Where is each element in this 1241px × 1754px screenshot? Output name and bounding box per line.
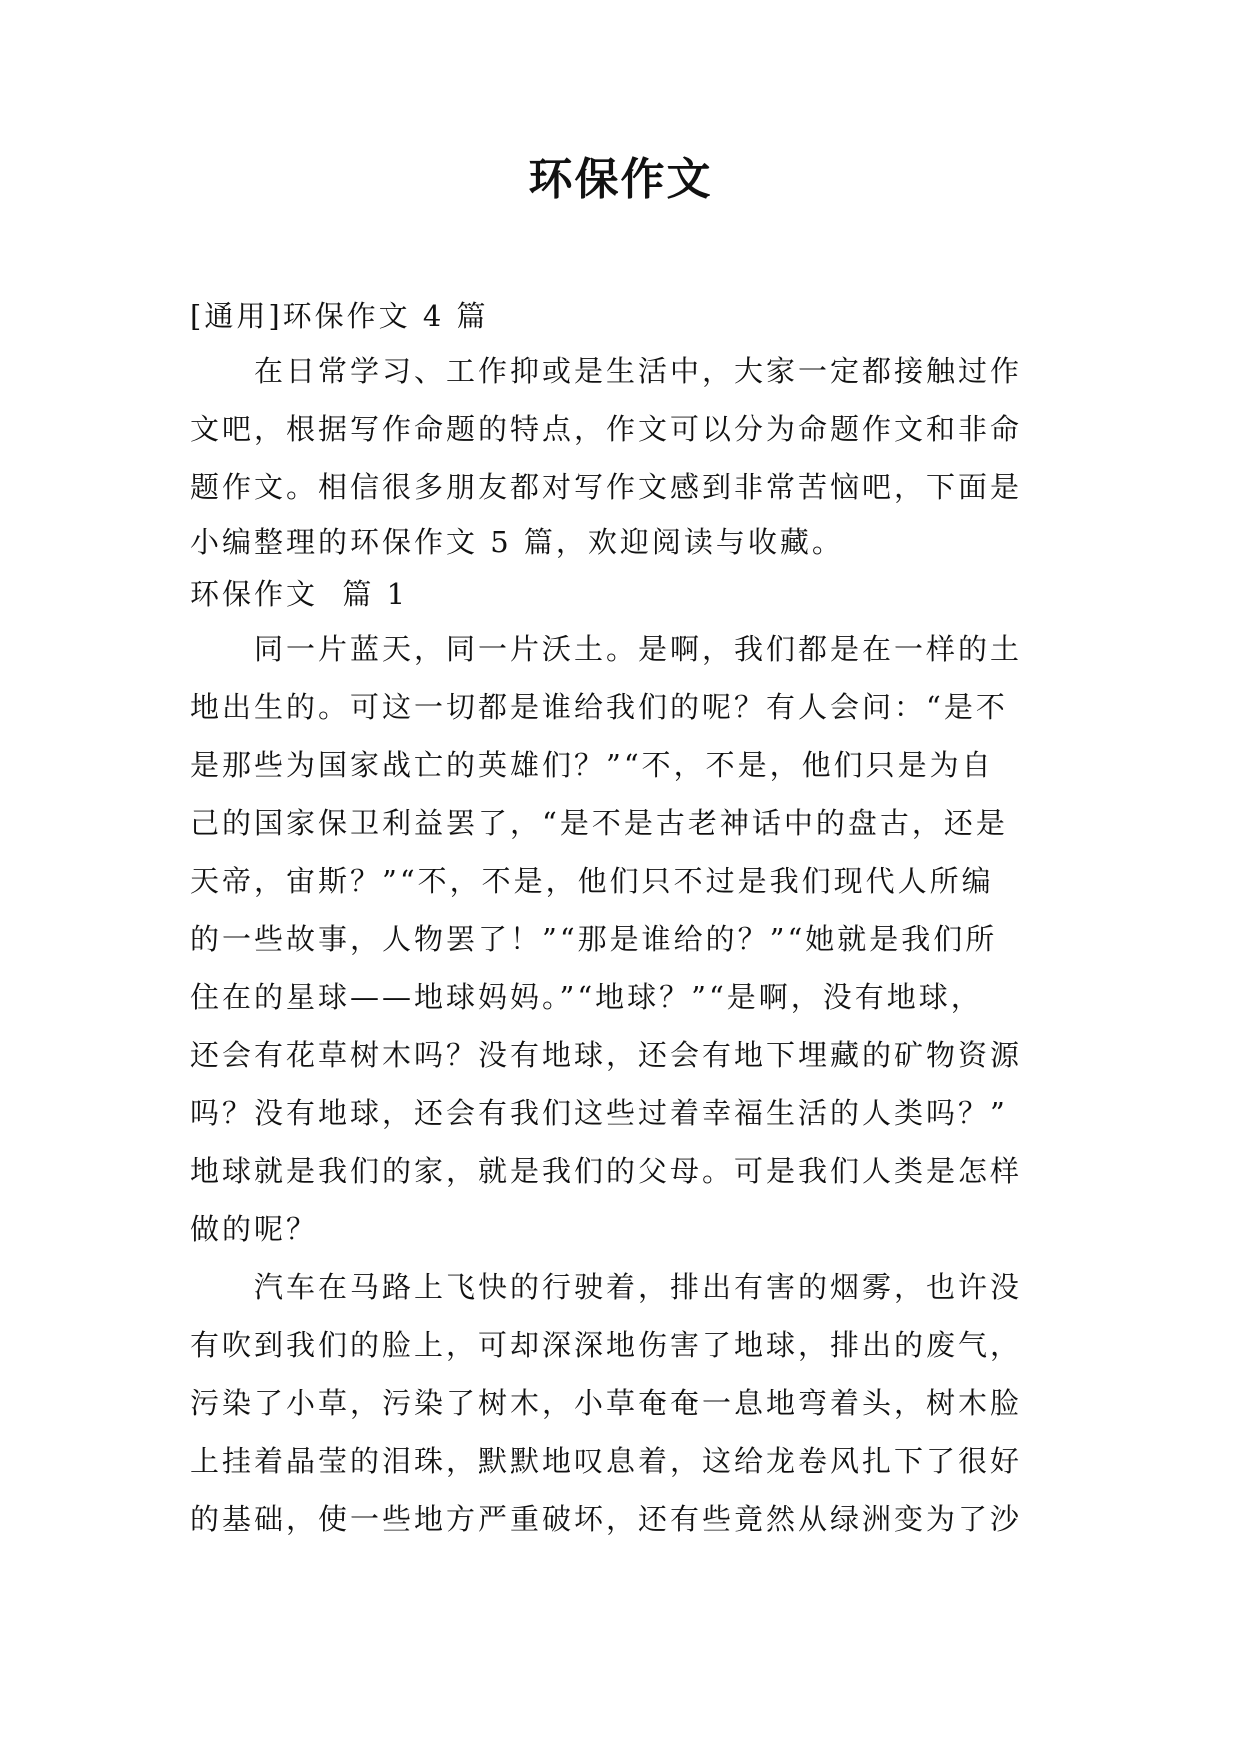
paragraph-line: 做的呢？ <box>190 1212 319 1246</box>
paragraph-line: 住在的星球——地球妈妈。”“地球？”“是啊，没有地球， <box>190 980 983 1014</box>
paragraph-line: 的基础，使一些地方严重破坏，还有些竟然从绿洲变为了沙 <box>190 1502 1023 1536</box>
subtitle-line: [通用]环保作文 4 篇 <box>190 299 489 333</box>
paragraph-line: 有吹到我们的脸上，可却深深地伤害了地球，排出的废气， <box>190 1328 1023 1362</box>
paragraph-line: 还会有花草树木吗？没有地球，还会有地下埋藏的矿物资源 <box>190 1038 1023 1072</box>
paragraph-line: 己的国家保卫利益罢了，“是不是古老神话中的盘古，还是 <box>190 806 1008 840</box>
paragraph-line: 的一些故事，人物罢了！”“那是谁给的？”“她就是我们所 <box>190 922 998 956</box>
paragraph-line: 天帝，宙斯？”“不，不是，他们只不过是我们现代人所编 <box>190 864 994 898</box>
paragraph-line: 地球就是我们的家，就是我们的父母。可是我们人类是怎样 <box>190 1154 1023 1188</box>
paragraph-2 <box>190 1258 1050 1548</box>
intro-line: 题作文。相信很多朋友都对写作文感到非常苦恼吧，下面是 <box>190 470 1023 504</box>
intro-line: 文吧，根据写作命题的特点，作文可以分为命题作文和非命 <box>190 412 1023 446</box>
document-title: 环保作文 <box>528 154 713 205</box>
intro-line: 小编整理的环保作文 5 篇，欢迎阅读与收藏。 <box>190 525 844 559</box>
paragraph-line: 地出生的。可这一切都是谁给我们的呢？有人会问：“是不 <box>190 690 1008 724</box>
paragraph-line: 是那些为国家战亡的英雄们？”“不，不是，他们只是为自 <box>190 748 994 782</box>
paragraph-1 <box>190 620 1050 1258</box>
intro-paragraph <box>190 342 1050 568</box>
paragraph-line: 污染了小草，污染了树木，小草奄奄一息地弯着头，树木脸 <box>190 1386 1023 1420</box>
paragraph-line: 同一片蓝天，同一片沃土。是啊，我们都是在一样的土 <box>190 632 1023 666</box>
document-body <box>190 290 1050 1548</box>
paragraph-line: 上挂着晶莹的泪珠，默默地叹息着，这给龙卷风扎下了很好 <box>190 1444 1023 1478</box>
paragraph-line: 吗？没有地球，还会有我们这些过着幸福生活的人类吗？” <box>190 1096 1008 1130</box>
section-heading: 环保作文 篇 1 <box>190 577 409 611</box>
intro-line: 在日常学习、工作抑或是生活中，大家一定都接触过作 <box>190 354 1023 388</box>
paragraph-line: 汽车在马路上飞快的行驶着，排出有害的烟雾，也许没 <box>190 1270 1023 1304</box>
